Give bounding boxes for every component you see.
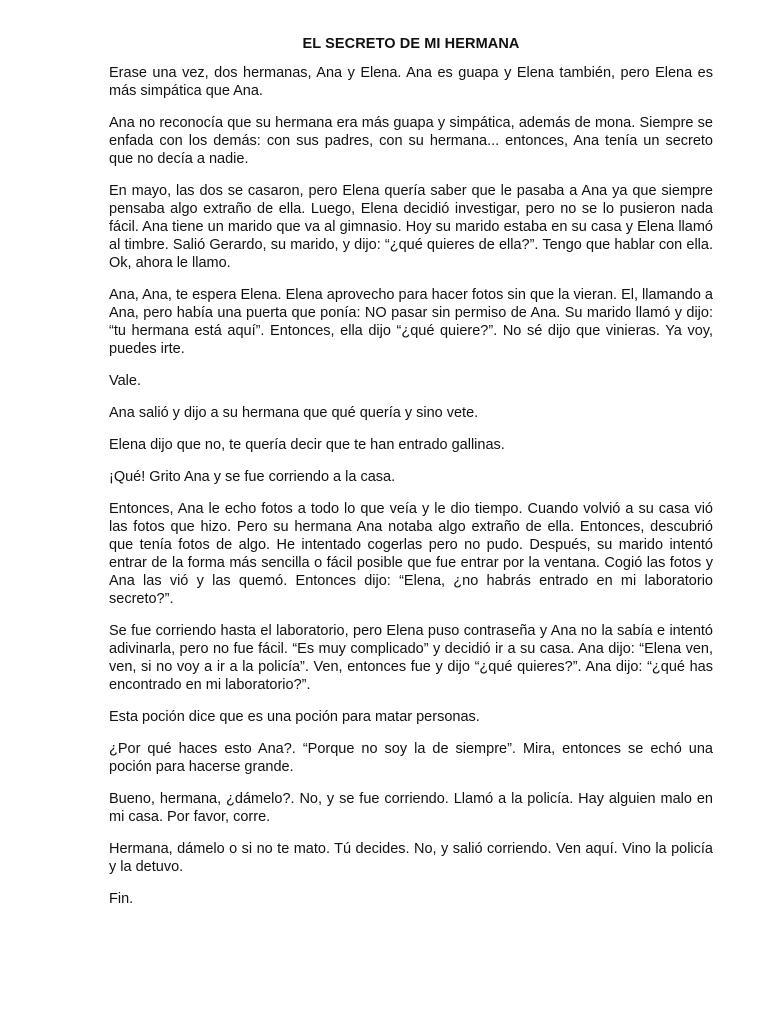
paragraph: Hermana, dámelo o si no te mato. Tú decides. No, y salió corriendo. Ven aquí. Vino la policía y la detuvo. (109, 841, 713, 875)
paragraph: Esta poción dice que es una poción para matar personas. (109, 709, 480, 725)
paragraph: ¿Por qué haces esto Ana?. “Porque no soy la de siempre”. Mira, entonces se echó una poción para hacerse grande. (109, 741, 713, 775)
paragraph: En mayo, las dos se casaron, pero Elena quería saber que le pasaba a Ana ya que siempre pensaba algo extraño de ella. Luego, Elena decidió investigar, pero no se lo pusieron nada fácil. Ana tiene un marido que va al gimnasio. Hoy su marido estaba en su casa y Elena llamó al timbre. Salió Gerardo, su marido, y dijo: “¿qué quieres de ella?”. Tengo que hablar con ella. Ok, ahora le llamo. (109, 183, 713, 271)
paragraph: Vale. (109, 373, 141, 389)
paragraph: Ana salió y dijo a su hermana que qué quería y sino vete. (109, 405, 479, 421)
paragraph: ¡Qué! Grito Ana y se fue corriendo a la casa. (109, 469, 396, 485)
paragraph: Elena dijo que no, te quería decir que te han entrado gallinas. (109, 437, 505, 453)
paragraph: Se fue corriendo hasta el laboratorio, pero Elena puso contraseña y Ana no la sabía e intentó adivinarla, pero no fue fácil. “Es muy complicado” y decidió ir a su casa. Ana dijo: “Elena ven, ven, si no voy a ir a la policía”. Ven, entonces fue y dijo “¿qué quieres?”. Ana dijo: “¿qué has encontrado en mi laboratorio?”. (109, 623, 713, 693)
paragraph: Bueno, hermana, ¿dámelo?. No, y se fue corriendo. Llamó a la policía. Hay alguien malo en mi casa. Por favor, corre. (109, 791, 713, 825)
paragraph: Entonces, Ana le echo fotos a todo lo que veía y le dio tiempo. Cuando volvió a su casa vió las fotos que hizo. Pero su hermana Ana notaba algo extraño de ella. Entonces, descubrió que tenía fotos de algo. He intentado cogerlas pero no pudo. Después, su marido intentó entrar de la forma más sencilla o fácil posible que fue entrar por la ventana. Cogió las fotos y Ana las vió y las quemó. Entonces dijo: “Elena, ¿no habrás entrado en mi laboratorio secreto?”. (109, 501, 713, 607)
paragraph: Ana no reconocía que su hermana era más guapa y simpática, además de mona. Siempre se enfada con los demás: con sus padres, con su hermana... entonces, Ana tenía un secreto que no decía a nadie. (109, 115, 713, 167)
paragraph: Ana, Ana, te espera Elena. Elena aprovecho para hacer fotos sin que la vieran. El, llamando a Ana, pero había una puerta que ponía: NO pasar sin permiso de Ana. Su marido llamó y dijo: “tu hermana está aquí”. Entonces, ella dijo “¿qué quiere?”. No sé dijo que vinieras. Ya voy, puedes irte. (109, 287, 713, 357)
paragraph: Fin. (109, 891, 134, 907)
document-page (109, 34, 713, 922)
paragraph: Erase una vez, dos hermanas, Ana y Elena. Ana es guapa y Elena también, pero Elena es más simpática que Ana. (109, 65, 713, 99)
document-title: EL SECRETO DE MI HERMANA (302, 36, 520, 52)
